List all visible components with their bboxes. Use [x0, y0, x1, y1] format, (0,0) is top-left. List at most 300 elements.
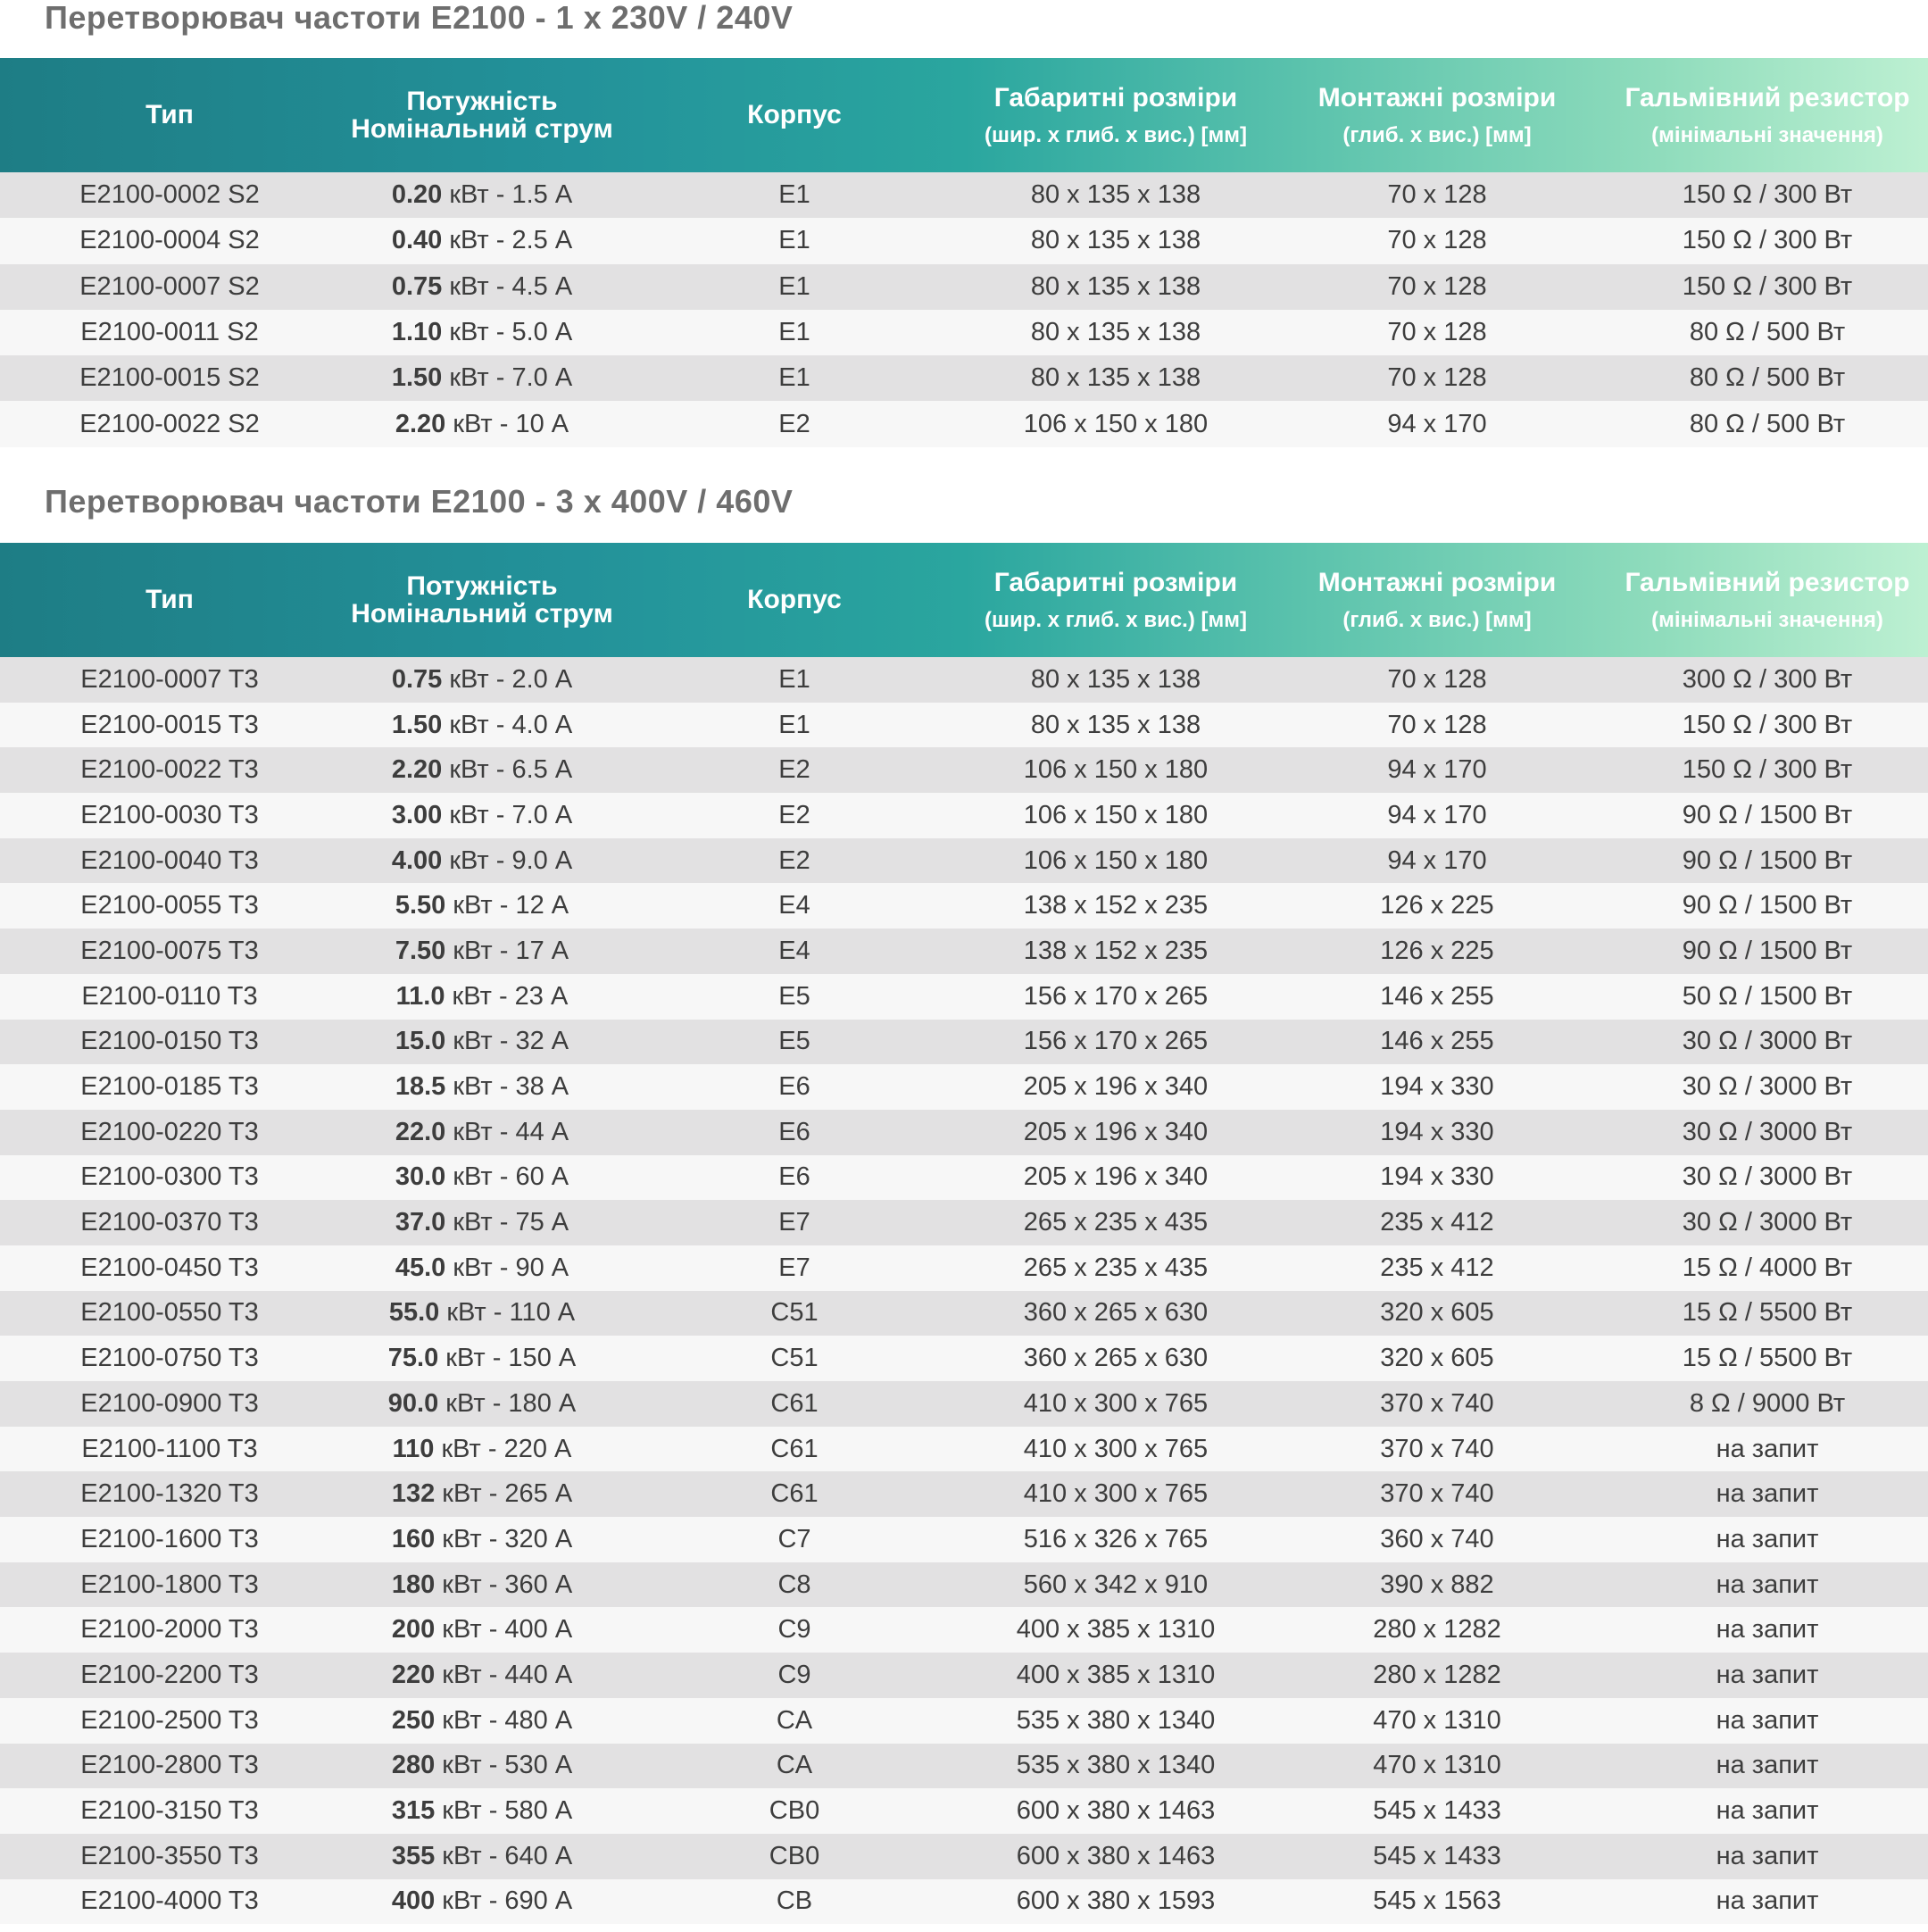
- power-unit: кВт: [442, 1570, 482, 1599]
- cell-type: E2100-0900 T3: [0, 1381, 339, 1427]
- cell-mount: 94 x 170: [1267, 838, 1607, 884]
- power-unit: кВт: [441, 1434, 481, 1463]
- cell-dims: 80 x 135 x 138: [964, 310, 1267, 355]
- table-header: [0, 543, 1928, 657]
- cell-power: [339, 747, 625, 793]
- cell-case: E5: [625, 1020, 964, 1065]
- cell-dims: 516 x 326 x 765: [964, 1517, 1267, 1562]
- cell-brake: на запит: [1607, 1471, 1928, 1517]
- cell-dims: 80 x 135 x 138: [964, 703, 1267, 748]
- cell-power: [339, 1381, 625, 1427]
- cell-brake: на запит: [1607, 1517, 1928, 1562]
- cell-type: E2100-0550 T3: [0, 1291, 339, 1337]
- rated-current: - 32 A: [499, 1027, 569, 1056]
- cell-dims: 400 x 385 x 1310: [964, 1607, 1267, 1653]
- cell-power: [339, 657, 625, 703]
- cell-mount: 70 x 128: [1267, 657, 1607, 703]
- power-unit: кВт: [449, 664, 489, 694]
- cell-mount: 94 x 170: [1267, 747, 1607, 793]
- power-value: 180: [391, 1570, 436, 1599]
- table-row: [0, 974, 1928, 1020]
- power-unit: кВт: [442, 1615, 482, 1645]
- rated-current: - 17 A: [499, 936, 569, 965]
- header-case: Корпус: [747, 100, 842, 130]
- rated-current: - 2.5 A: [495, 226, 573, 255]
- power-unit: кВт: [442, 1886, 482, 1916]
- header-brake: Гальмівний резистор (мінімальні значення): [1625, 82, 1910, 148]
- cell-case: E1: [625, 657, 964, 703]
- cell-case: E4: [625, 883, 964, 929]
- cell-mount: 70 x 128: [1267, 218, 1607, 263]
- cell-brake: 30 Ω / 3000 Вт: [1607, 1020, 1928, 1065]
- power-unit: кВт: [442, 1841, 482, 1870]
- cell-case: C51: [625, 1336, 964, 1381]
- power-unit: кВт: [452, 981, 492, 1011]
- cell-case: C51: [625, 1291, 964, 1337]
- rated-current: - 530 A: [488, 1751, 573, 1780]
- cell-type: E2100-0022 T3: [0, 747, 339, 793]
- cell-mount: 70 x 128: [1267, 703, 1607, 748]
- spec-table-3ph: [0, 543, 1928, 1924]
- cell-brake: на запит: [1607, 1834, 1928, 1879]
- rated-current: - 1.5 A: [495, 180, 573, 210]
- power-value: 2.20: [395, 409, 446, 438]
- power-value: 7.50: [395, 936, 446, 965]
- cell-dims: 205 x 196 x 340: [964, 1155, 1267, 1201]
- cell-type: E2100-2500 T3: [0, 1698, 339, 1744]
- cell-mount: 390 x 882: [1267, 1562, 1607, 1608]
- cell-mount: 70 x 128: [1267, 172, 1607, 218]
- cell-mount: 194 x 330: [1267, 1064, 1607, 1110]
- table-row: [0, 929, 1928, 974]
- table-row: [0, 838, 1928, 884]
- cell-case: E5: [625, 974, 964, 1020]
- cell-case: E1: [625, 355, 964, 401]
- table-row: [0, 1834, 1928, 1879]
- cell-dims: 80 x 135 x 138: [964, 355, 1267, 401]
- cell-brake: на запит: [1607, 1562, 1928, 1608]
- power-value: 280: [391, 1751, 436, 1780]
- power-unit: кВт: [449, 271, 489, 301]
- header-dims: Габаритні розміри (шир. х глиб. х вис.) [мм]: [984, 82, 1247, 148]
- cell-brake: 30 Ω / 3000 Вт: [1607, 1064, 1928, 1110]
- power-value: 75.0: [387, 1344, 439, 1373]
- cell-mount: 94 x 170: [1267, 401, 1607, 446]
- header-case: Корпус: [747, 585, 842, 615]
- cell-case: C8: [625, 1562, 964, 1608]
- cell-type: E2100-1600 T3: [0, 1517, 339, 1562]
- power-unit: кВт: [453, 409, 493, 438]
- power-unit: кВт: [445, 1344, 486, 1373]
- cell-mount: 280 x 1282: [1267, 1653, 1607, 1698]
- cell-type: E2100-0075 T3: [0, 929, 339, 974]
- cell-brake: 150 Ω / 300 Вт: [1607, 264, 1928, 310]
- rated-current: - 180 A: [492, 1388, 577, 1418]
- cell-case: E6: [625, 1155, 964, 1201]
- cell-power: [339, 1471, 625, 1517]
- cell-type: E2100-2800 T3: [0, 1744, 339, 1789]
- cell-brake: 90 Ω / 1500 Вт: [1607, 883, 1928, 929]
- power-unit: кВт: [442, 1524, 482, 1553]
- cell-case: CB0: [625, 1788, 964, 1834]
- cell-mount: 360 x 740: [1267, 1517, 1607, 1562]
- table-row: [0, 264, 1928, 310]
- power-value: 0.40: [391, 226, 443, 255]
- header-mount: Монтажні розміри (глиб. х вис.) [мм]: [1317, 567, 1557, 633]
- cell-type: E2100-0220 T3: [0, 1110, 339, 1155]
- cell-mount: 194 x 330: [1267, 1155, 1607, 1201]
- power-value: 0.20: [391, 180, 443, 210]
- cell-dims: 106 x 150 x 180: [964, 747, 1267, 793]
- power-value: 0.75: [391, 664, 443, 694]
- cell-power: [339, 1698, 625, 1744]
- cell-dims: 535 x 380 x 1340: [964, 1744, 1267, 1789]
- cell-dims: 410 x 300 x 765: [964, 1427, 1267, 1472]
- cell-type: E2100-2200 T3: [0, 1653, 339, 1698]
- power-value: 2.20: [391, 755, 443, 785]
- cell-dims: 410 x 300 x 765: [964, 1381, 1267, 1427]
- power-unit: кВт: [446, 1298, 486, 1328]
- cell-dims: 600 x 380 x 1593: [964, 1879, 1267, 1925]
- power-value: 400: [391, 1886, 436, 1916]
- cell-brake: 30 Ω / 3000 Вт: [1607, 1155, 1928, 1201]
- header-mount: Монтажні розміри (глиб. х вис.) [мм]: [1317, 82, 1557, 148]
- cell-power: [339, 1744, 625, 1789]
- cell-type: E2100-0007 T3: [0, 657, 339, 703]
- cell-dims: 80 x 135 x 138: [964, 264, 1267, 310]
- header-type: Тип: [145, 100, 194, 130]
- cell-case: E2: [625, 747, 964, 793]
- cell-mount: 70 x 128: [1267, 264, 1607, 310]
- cell-dims: 205 x 196 x 340: [964, 1064, 1267, 1110]
- table-row: [0, 1427, 1928, 1472]
- cell-brake: 300 Ω / 300 Вт: [1607, 657, 1928, 703]
- cell-mount: 470 x 1310: [1267, 1698, 1607, 1744]
- power-value: 355: [391, 1841, 436, 1870]
- table-row: [0, 172, 1928, 218]
- cell-power: [339, 838, 625, 884]
- power-unit: кВт: [442, 1660, 482, 1689]
- table-row: [0, 1562, 1928, 1608]
- rated-current: - 9.0 A: [495, 845, 573, 875]
- rated-current: - 220 A: [487, 1434, 572, 1463]
- section-title-3ph: Перетворювач частоти Е2100 - 3 х 400V / 460V: [45, 483, 794, 520]
- power-unit: кВт: [453, 936, 493, 965]
- cell-power: [339, 1562, 625, 1608]
- cell-power: [339, 1788, 625, 1834]
- cell-dims: 138 x 152 x 235: [964, 883, 1267, 929]
- table-row: [0, 1200, 1928, 1245]
- cell-case: C61: [625, 1381, 964, 1427]
- cell-type: E2100-0370 T3: [0, 1200, 339, 1245]
- cell-mount: 126 x 225: [1267, 883, 1607, 929]
- power-unit: кВт: [449, 845, 489, 875]
- cell-brake: на запит: [1607, 1744, 1928, 1789]
- power-value: 18.5: [395, 1072, 446, 1102]
- cell-case: E2: [625, 793, 964, 838]
- cell-case: C9: [625, 1607, 964, 1653]
- power-unit: кВт: [453, 1208, 493, 1237]
- rated-current: - 4.5 A: [495, 271, 573, 301]
- cell-power: [339, 1517, 625, 1562]
- cell-brake: на запит: [1607, 1427, 1928, 1472]
- table-header: [0, 58, 1928, 172]
- power-value: 110: [392, 1434, 435, 1463]
- cell-type: E2100-0450 T3: [0, 1245, 339, 1291]
- header-type: Тип: [145, 585, 194, 615]
- cell-brake: 80 Ω / 500 Вт: [1607, 401, 1928, 446]
- cell-brake: 150 Ω / 300 Вт: [1607, 172, 1928, 218]
- rated-current: - 7.0 A: [495, 363, 573, 393]
- rated-current: - 90 A: [499, 1253, 569, 1282]
- rated-current: - 75 A: [499, 1208, 569, 1237]
- cell-brake: 50 Ω / 1500 Вт: [1607, 974, 1928, 1020]
- cell-dims: 600 x 380 x 1463: [964, 1788, 1267, 1834]
- table-row: [0, 1471, 1928, 1517]
- cell-type: E2100-0040 T3: [0, 838, 339, 884]
- rated-current: - 440 A: [488, 1660, 573, 1689]
- table-row: [0, 310, 1928, 355]
- power-unit: кВт: [453, 891, 493, 920]
- cell-type: E2100-0110 T3: [0, 974, 339, 1020]
- power-value: 11.0: [395, 981, 445, 1011]
- table-row: [0, 355, 1928, 401]
- table-row: [0, 1110, 1928, 1155]
- cell-brake: на запит: [1607, 1788, 1928, 1834]
- cell-power: [339, 355, 625, 401]
- cell-brake: на запит: [1607, 1653, 1928, 1698]
- rated-current: - 400 A: [488, 1615, 573, 1645]
- cell-type: E2100-3550 T3: [0, 1834, 339, 1879]
- rated-current: - 360 A: [488, 1570, 573, 1599]
- table-row: [0, 218, 1928, 263]
- table-row: [0, 1291, 1928, 1337]
- cell-case: E6: [625, 1110, 964, 1155]
- table-row: [0, 1653, 1928, 1698]
- cell-case: E4: [625, 929, 964, 974]
- cell-mount: 320 x 605: [1267, 1336, 1607, 1381]
- header-brake: Гальмівний резистор (мінімальні значення): [1625, 567, 1910, 633]
- cell-power: [339, 1607, 625, 1653]
- power-unit: кВт: [442, 1751, 482, 1780]
- cell-mount: 235 x 412: [1267, 1245, 1607, 1291]
- table-body: [0, 657, 1928, 1924]
- cell-brake: 15 Ω / 5500 Вт: [1607, 1291, 1928, 1337]
- cell-mount: 370 x 740: [1267, 1381, 1607, 1427]
- cell-mount: 194 x 330: [1267, 1110, 1607, 1155]
- cell-type: E2100-0750 T3: [0, 1336, 339, 1381]
- cell-brake: на запит: [1607, 1879, 1928, 1925]
- cell-type: E2100-0300 T3: [0, 1155, 339, 1201]
- power-value: 30.0: [395, 1162, 446, 1192]
- power-value: 4.00: [391, 845, 443, 875]
- rated-current: - 580 A: [488, 1796, 573, 1826]
- cell-power: [339, 974, 625, 1020]
- power-value: 220: [391, 1660, 436, 1689]
- cell-mount: 280 x 1282: [1267, 1607, 1607, 1653]
- cell-case: E1: [625, 310, 964, 355]
- rated-current: - 320 A: [488, 1524, 573, 1553]
- cell-case: E1: [625, 703, 964, 748]
- cell-brake: 15 Ω / 4000 Вт: [1607, 1245, 1928, 1291]
- rated-current: - 265 A: [488, 1479, 573, 1509]
- rated-current: - 4.0 A: [495, 710, 573, 739]
- cell-case: C9: [625, 1653, 964, 1698]
- cell-case: E1: [625, 218, 964, 263]
- cell-case: E2: [625, 838, 964, 884]
- table-row: [0, 747, 1928, 793]
- cell-case: CB: [625, 1879, 964, 1925]
- cell-type: E2100-1320 T3: [0, 1471, 339, 1517]
- rated-current: - 7.0 A: [495, 800, 573, 829]
- cell-power: [339, 1020, 625, 1065]
- cell-case: CA: [625, 1744, 964, 1789]
- cell-case: C7: [625, 1517, 964, 1562]
- cell-type: E2100-0015 S2: [0, 355, 339, 401]
- power-unit: кВт: [453, 1117, 493, 1146]
- power-unit: кВт: [449, 363, 489, 393]
- power-unit: кВт: [453, 1253, 493, 1282]
- cell-type: E2100-0022 S2: [0, 401, 339, 446]
- cell-power: [339, 218, 625, 263]
- rated-current: - 44 A: [499, 1117, 569, 1146]
- cell-power: [339, 883, 625, 929]
- power-value: 37.0: [395, 1208, 446, 1237]
- power-unit: кВт: [449, 180, 489, 210]
- table-row: [0, 1245, 1928, 1291]
- table-row: [0, 1698, 1928, 1744]
- rated-current: - 60 A: [499, 1162, 569, 1192]
- cell-type: E2100-0015 T3: [0, 703, 339, 748]
- table-row: [0, 657, 1928, 703]
- cell-brake: на запит: [1607, 1698, 1928, 1744]
- cell-power: [339, 1155, 625, 1201]
- cell-power: [339, 1427, 625, 1472]
- power-value: 250: [391, 1705, 436, 1735]
- cell-case: E7: [625, 1245, 964, 1291]
- power-value: 1.50: [391, 363, 443, 393]
- cell-type: E2100-0030 T3: [0, 793, 339, 838]
- cell-type: E2100-0004 S2: [0, 218, 339, 263]
- cell-power: [339, 793, 625, 838]
- cell-type: E2100-0007 S2: [0, 264, 339, 310]
- cell-case: CA: [625, 1698, 964, 1744]
- cell-dims: 600 x 380 x 1463: [964, 1834, 1267, 1879]
- cell-dims: 106 x 150 x 180: [964, 838, 1267, 884]
- cell-power: [339, 264, 625, 310]
- header-power: Потужність Номінальний струм: [351, 570, 613, 629]
- cell-dims: 265 x 235 x 435: [964, 1200, 1267, 1245]
- cell-type: E2100-3150 T3: [0, 1788, 339, 1834]
- rated-current: - 150 A: [492, 1344, 577, 1373]
- power-value: 45.0: [395, 1253, 446, 1282]
- cell-power: [339, 1291, 625, 1337]
- cell-type: E2100-0150 T3: [0, 1020, 339, 1065]
- cell-brake: 90 Ω / 1500 Вт: [1607, 929, 1928, 974]
- power-value: 15.0: [395, 1027, 446, 1056]
- rated-current: - 5.0 A: [495, 318, 573, 347]
- rated-current: - 6.5 A: [495, 755, 573, 785]
- cell-case: E1: [625, 172, 964, 218]
- cell-brake: на запит: [1607, 1607, 1928, 1653]
- cell-dims: 106 x 150 x 180: [964, 401, 1267, 446]
- cell-case: E1: [625, 264, 964, 310]
- cell-brake: 30 Ω / 3000 Вт: [1607, 1110, 1928, 1155]
- power-unit: кВт: [449, 226, 489, 255]
- section-title-1ph: Перетворювач частоти Е2100 - 1 х 230V / 240V: [45, 0, 794, 36]
- cell-power: [339, 1879, 625, 1925]
- cell-dims: 205 x 196 x 340: [964, 1110, 1267, 1155]
- cell-mount: 545 x 1433: [1267, 1834, 1607, 1879]
- cell-dims: 156 x 170 x 265: [964, 1020, 1267, 1065]
- cell-type: E2100-0185 T3: [0, 1064, 339, 1110]
- power-unit: кВт: [442, 1796, 482, 1826]
- cell-mount: 70 x 128: [1267, 355, 1607, 401]
- power-value: 55.0: [388, 1298, 440, 1328]
- cell-power: [339, 1110, 625, 1155]
- cell-type: E2100-0011 S2: [0, 310, 339, 355]
- power-unit: кВт: [449, 755, 489, 785]
- power-unit: кВт: [445, 1388, 486, 1418]
- cell-power: [339, 1336, 625, 1381]
- cell-dims: 138 x 152 x 235: [964, 929, 1267, 974]
- power-value: 22.0: [395, 1117, 446, 1146]
- rated-current: - 110 A: [493, 1298, 576, 1328]
- cell-power: [339, 929, 625, 974]
- cell-dims: 80 x 135 x 138: [964, 218, 1267, 263]
- cell-case: E2: [625, 401, 964, 446]
- table-row: [0, 1607, 1928, 1653]
- cell-mount: 470 x 1310: [1267, 1744, 1607, 1789]
- spec-table-1ph: [0, 58, 1928, 447]
- cell-power: [339, 1653, 625, 1698]
- power-unit: кВт: [449, 710, 489, 739]
- power-value: 315: [391, 1796, 436, 1826]
- cell-type: E2100-1800 T3: [0, 1562, 339, 1608]
- cell-dims: 265 x 235 x 435: [964, 1245, 1267, 1291]
- cell-dims: 80 x 135 x 138: [964, 172, 1267, 218]
- power-value: 5.50: [395, 891, 446, 920]
- cell-power: [339, 1200, 625, 1245]
- rated-current: - 690 A: [488, 1886, 573, 1916]
- cell-dims: 400 x 385 x 1310: [964, 1653, 1267, 1698]
- power-unit: кВт: [442, 1705, 482, 1735]
- cell-dims: 360 x 265 x 630: [964, 1291, 1267, 1337]
- table-body: [0, 172, 1928, 447]
- power-unit: кВт: [442, 1479, 482, 1509]
- cell-mount: 94 x 170: [1267, 793, 1607, 838]
- cell-dims: 560 x 342 x 910: [964, 1562, 1267, 1608]
- rated-current: - 23 A: [498, 981, 569, 1011]
- cell-type: E2100-4000 T3: [0, 1879, 339, 1925]
- cell-mount: 545 x 1433: [1267, 1788, 1607, 1834]
- power-unit: кВт: [453, 1072, 493, 1102]
- cell-dims: 535 x 380 x 1340: [964, 1698, 1267, 1744]
- power-value: 1.10: [391, 318, 443, 347]
- cell-case: C61: [625, 1471, 964, 1517]
- cell-mount: 320 x 605: [1267, 1291, 1607, 1337]
- power-value: 0.75: [391, 271, 443, 301]
- power-unit: кВт: [453, 1027, 493, 1056]
- cell-case: CB0: [625, 1834, 964, 1879]
- cell-case: E7: [625, 1200, 964, 1245]
- cell-dims: 360 x 265 x 630: [964, 1336, 1267, 1381]
- cell-brake: 8 Ω / 9000 Вт: [1607, 1381, 1928, 1427]
- rated-current: - 640 A: [488, 1841, 573, 1870]
- cell-dims: 106 x 150 x 180: [964, 793, 1267, 838]
- cell-case: E6: [625, 1064, 964, 1110]
- cell-power: [339, 1064, 625, 1110]
